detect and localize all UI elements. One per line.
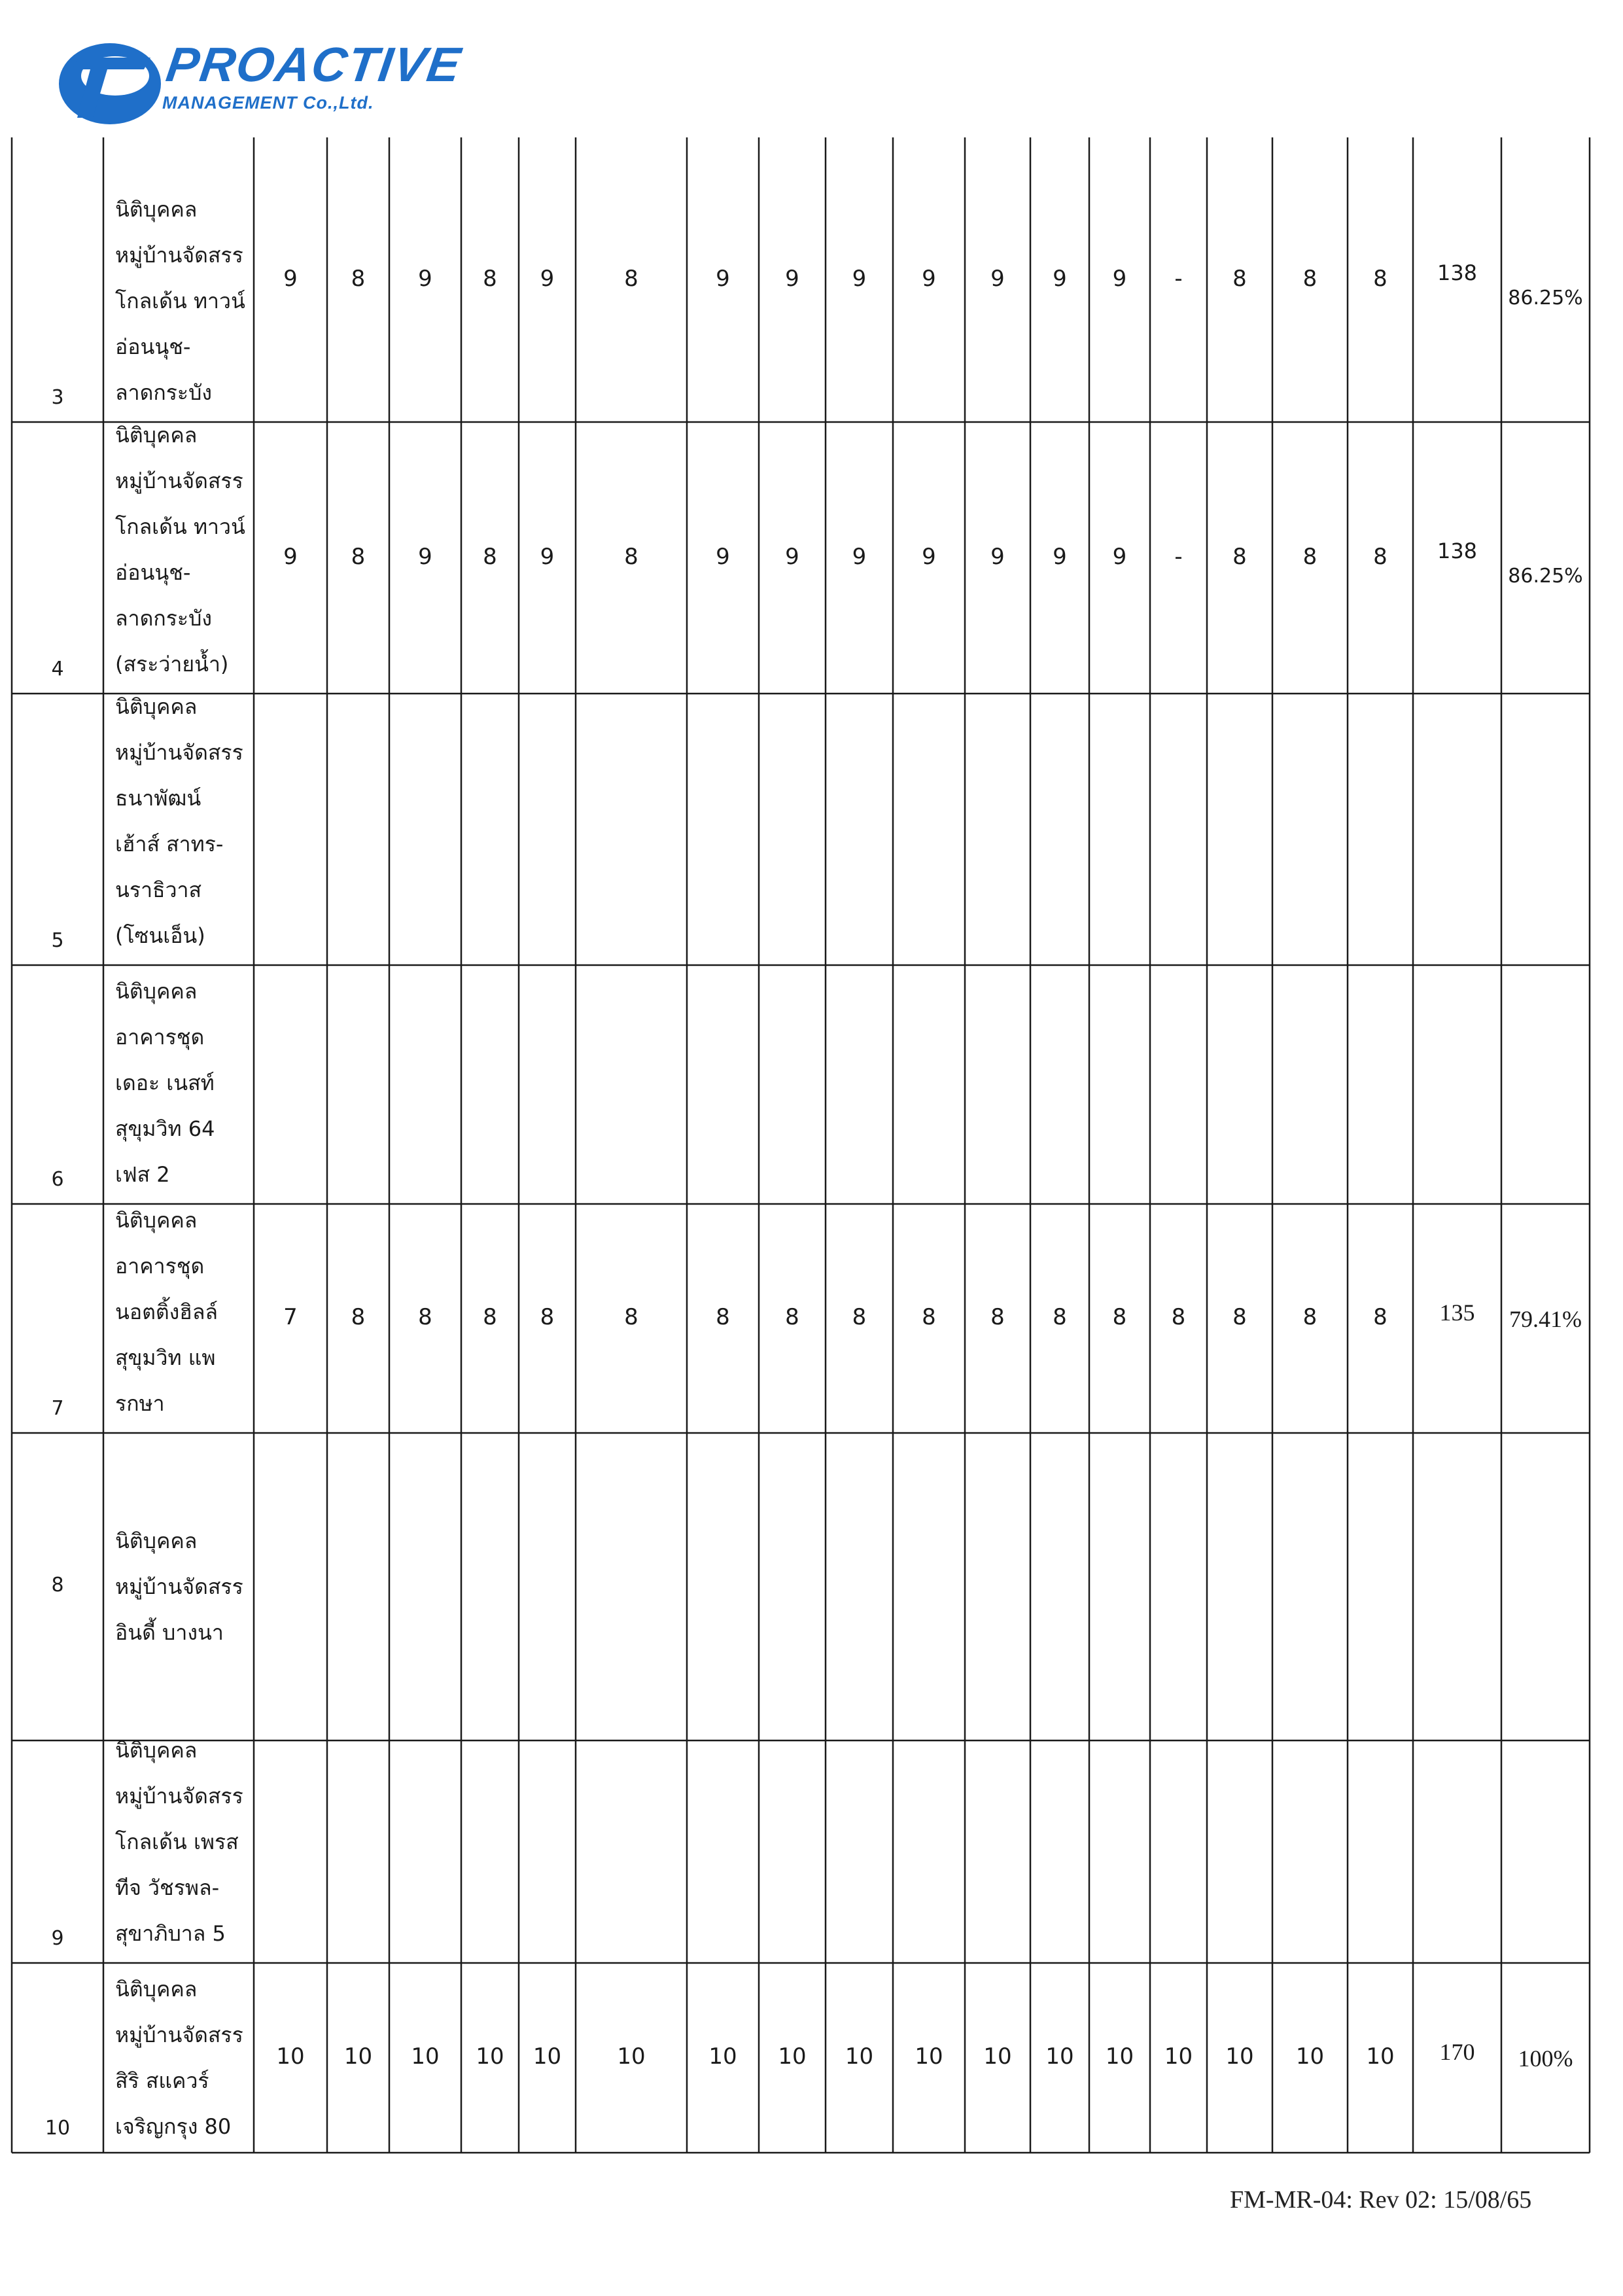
percent-score: 86.25%: [1508, 286, 1583, 309]
name-line: หมู่บ้านจัดสรร: [115, 1574, 243, 1599]
score-cell: 8: [1302, 1304, 1318, 1330]
score-cell: 10: [1366, 2043, 1395, 2070]
score-cell: 9: [990, 543, 1005, 570]
logo-title: PROACTIVE: [163, 37, 465, 92]
score-cell: 9: [716, 543, 730, 570]
organization-name: [115, 1197, 218, 1426]
logo-subtitle: MANAGEMENT Co.,Ltd.: [162, 93, 374, 113]
score-cell: 10: [845, 2043, 874, 2070]
score-cell: 8: [1053, 1304, 1067, 1330]
name-line: (โซนเอ็น): [115, 923, 205, 948]
name-line: เฮ้าส์ สาทร-: [115, 832, 224, 857]
score-cell: 8: [1232, 1304, 1247, 1330]
score-cell: 8: [351, 543, 366, 570]
score-cell: 8: [1112, 1304, 1127, 1330]
organization-name: [115, 1518, 243, 1655]
name-line: อินดี้ บางนา: [115, 1620, 224, 1645]
score-cell: 8: [1232, 543, 1247, 570]
score-cell: 8: [540, 1304, 555, 1330]
score-cell: 10: [915, 2043, 943, 2070]
score-cell: 8: [1302, 265, 1318, 292]
score-cell: 9: [1053, 265, 1067, 292]
row-number: 9: [51, 1927, 64, 1950]
score-cell: 8: [922, 1304, 936, 1330]
name-line: หมู่บ้านจัดสรร: [115, 243, 243, 268]
organization-name: [115, 684, 243, 959]
score-cell: 9: [540, 543, 555, 570]
name-line: เจริญกรุง 80: [115, 2114, 232, 2139]
score-cell: 8: [1373, 543, 1387, 570]
score-cell: 9: [283, 543, 298, 570]
score-cell: 9: [785, 265, 799, 292]
score-cell: 10: [983, 2043, 1012, 2070]
score-cell: 10: [1225, 2043, 1254, 2070]
name-line: หมู่บ้านจัดสรร: [115, 1784, 243, 1809]
row-number: 3: [51, 386, 64, 409]
score-cell: 9: [716, 265, 730, 292]
score-cell: 9: [852, 265, 867, 292]
row-number: 7: [51, 1397, 64, 1420]
score-cell: 9: [922, 265, 936, 292]
row-number: 6: [51, 1168, 64, 1191]
name-line: เฟส 2: [115, 1162, 170, 1187]
name-line: ลาดกระบัง: [115, 606, 213, 631]
score-cell: 8: [624, 543, 638, 570]
name-line: สุขุมวิท แพ: [115, 1345, 216, 1370]
score-cell: 10: [476, 2043, 504, 2070]
score-cell: 8: [1232, 265, 1247, 292]
score-cell: 9: [418, 543, 432, 570]
score-cell: 9: [418, 265, 432, 292]
score-cell: 9: [540, 265, 555, 292]
name-line: นิติบุคคล: [115, 979, 198, 1004]
form-code: FM-MR-04: Rev 02: 15/08/65: [1230, 2186, 1532, 2214]
score-cell: 8: [624, 265, 638, 292]
score-cell: 10: [1045, 2043, 1074, 2070]
score-cell: 9: [283, 265, 298, 292]
row-number: 8: [51, 1574, 64, 1597]
score-cell: 8: [1302, 543, 1318, 570]
total-score: 138: [1437, 260, 1478, 285]
score-cell: 10: [343, 2043, 373, 2070]
score-cell: 9: [1112, 543, 1127, 570]
name-line: อาคารชุด: [115, 1254, 205, 1279]
score-cell: 8: [990, 1304, 1005, 1330]
score-cell: 9: [1053, 543, 1067, 570]
score-cell: 10: [1105, 2043, 1134, 2070]
score-cell: 10: [276, 2043, 305, 2070]
score-cell: 8: [716, 1304, 730, 1330]
name-line: นอตติ้งฮิลล์: [115, 1299, 218, 1324]
name-line: หมู่บ้านจัดสรร: [115, 468, 243, 493]
score-cell: 8: [1171, 1304, 1186, 1330]
name-line: นิติบุคคล: [115, 1528, 198, 1553]
name-line: นราธิวาส: [115, 877, 202, 902]
score-cell: 8: [1373, 265, 1387, 292]
name-line: สุขาภิบาล 5: [115, 1921, 226, 1946]
name-line: นิติบุคคล: [115, 1208, 198, 1233]
name-line: ทีจ วัชรพล-: [115, 1875, 220, 1900]
name-line: นิติบุคคล: [115, 694, 198, 719]
score-cell: 8: [351, 1304, 366, 1330]
organization-name: [115, 412, 245, 687]
name-line: ลาดกระบัง: [115, 380, 213, 405]
score-cell: 8: [624, 1304, 638, 1330]
name-line: สิริ สแควร์: [115, 2068, 209, 2093]
score-cell: 9: [1112, 265, 1127, 292]
name-line: โกลเด้น เพรส: [115, 1829, 239, 1854]
percent-score: 79.41%: [1509, 1306, 1582, 1332]
total-score: 138: [1437, 538, 1478, 563]
score-cell: 8: [483, 543, 497, 570]
score-cell: 10: [411, 2043, 440, 2070]
score-cell: 10: [532, 2043, 562, 2070]
name-line: ธนาพัฒน์: [115, 786, 201, 811]
name-line: นิติบุคคล: [115, 1977, 198, 2002]
score-cell: 8: [1373, 1304, 1387, 1330]
name-line: นิติบุคคล: [115, 197, 198, 222]
name-line: อ่อนนุช-: [115, 334, 191, 359]
score-cell: 10: [1295, 2043, 1325, 2070]
row-number: 4: [51, 658, 64, 680]
name-line: โกลเด้น ทาวน์: [115, 514, 245, 539]
score-cell: 8: [351, 265, 366, 292]
score-cell: 8: [483, 265, 497, 292]
organization-name: [115, 1727, 243, 1956]
name-line: นิติบุคคล: [115, 1738, 198, 1763]
name-line: นิติบุคคล: [115, 423, 198, 448]
name-line: อ่อนนุช-: [115, 560, 191, 585]
score-cell: 9: [852, 543, 867, 570]
organization-name: [115, 968, 215, 1197]
percent-score: 86.25%: [1508, 564, 1583, 588]
row-number: 5: [51, 929, 64, 952]
score-cell: -: [1174, 543, 1183, 570]
name-line: สุขุมวิท 64: [115, 1116, 215, 1141]
name-line: อาคารชุด: [115, 1025, 205, 1050]
name-line: เดอะ เนสท์: [115, 1070, 215, 1095]
name-line: โกลเด้น ทาวน์: [115, 289, 245, 313]
score-cell: 7: [283, 1304, 298, 1330]
score-cell: 8: [418, 1304, 432, 1330]
organization-name: [115, 186, 245, 415]
percent-score: 100%: [1518, 2045, 1573, 2072]
total-score: 170: [1439, 2039, 1475, 2065]
score-cell: 9: [922, 543, 936, 570]
score-cell: 10: [708, 2043, 737, 2070]
name-line: หมู่บ้านจัดสรร: [115, 740, 243, 765]
score-cell: 8: [483, 1304, 497, 1330]
organization-name: [115, 1966, 243, 2149]
name-line: รกษา: [115, 1391, 165, 1416]
score-cell: 10: [617, 2043, 646, 2070]
total-score: 135: [1439, 1299, 1475, 1326]
name-line: (สระว่ายน้ำ): [115, 652, 229, 677]
score-cell: 8: [852, 1304, 867, 1330]
score-cell: 9: [785, 543, 799, 570]
score-cell: -: [1174, 265, 1183, 292]
score-cell: 10: [778, 2043, 807, 2070]
score-cell: 8: [785, 1304, 799, 1330]
name-line: หมู่บ้านจัดสรร: [115, 2022, 243, 2047]
row-number: 10: [44, 2117, 71, 2140]
score-cell: 10: [1164, 2043, 1193, 2070]
score-cell: 9: [990, 265, 1005, 292]
